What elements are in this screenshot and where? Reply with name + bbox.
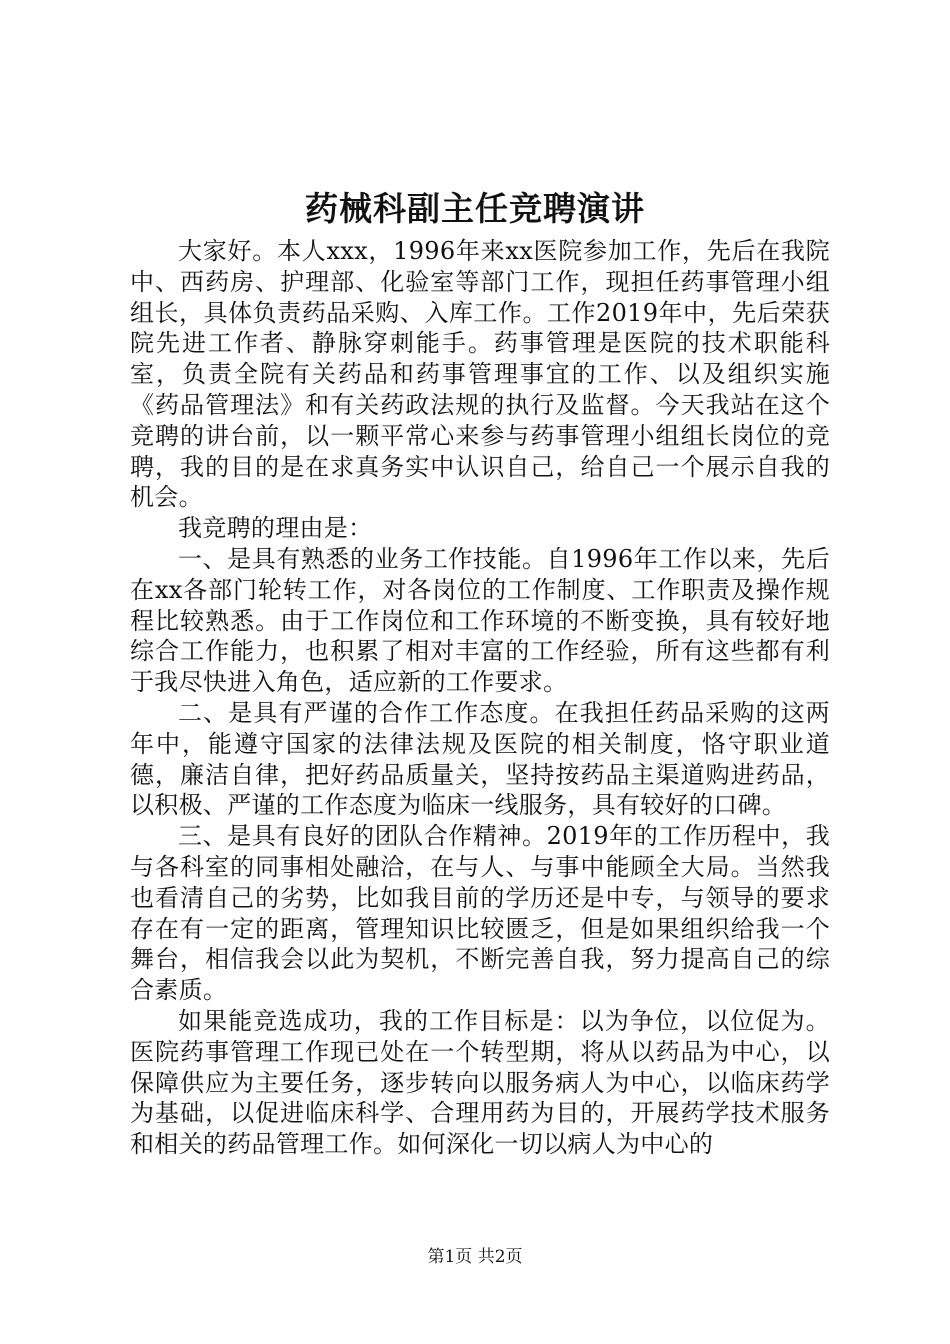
paragraph-reason-3: 三、是具有良好的团队合作精神。2019年的工作历程中，我与各科室的同事相处融洽，在与人、与事中能顾全大局。当然我也看清自己的劣势，比如我目前的学历还是中专，与领导的要求存在有一定的距离，管理知识比较匮乏，但是如果组织给我一个舞台，相信我会以此为契机，不断完善自我，努力提高自己的综合素质。 — [130, 822, 830, 1005]
paragraph-goals: 如果能竞选成功，我的工作目标是：以为争位，以位促为。医院药事管理工作现已处在一个转型期，将从以药品为中心，以保障供应为主要任务，逐步转向以服务病人为中心，以临床药学为基础，以促进临床科学、合理用药为目的，开展药学技术服务和相关的药品管理工作。如何深化一切以病人为中心的 — [130, 1006, 830, 1159]
page-number-footer: 第1页 共2页 — [427, 1247, 523, 1267]
document-title: 药械科副主任竞聘演讲 — [305, 189, 645, 228]
paragraph-reason-1: 一、是具有熟悉的业务工作技能。自1996年工作以来，先后在xx各部门轮转工作，对各岗位的工作制度、工作职责及操作规程比较熟悉。由于工作岗位和工作环境的不断变换，具有较好地综合工作能力，也积累了相对丰富的工作经验，所有这些都有利于我尽快进入角色，适应新的工作要求。 — [130, 544, 830, 697]
paragraph-reasons-heading: 我竞聘的理由是： — [178, 514, 373, 543]
document-body — [130, 236, 830, 1160]
paragraph-reason-2: 二、是具有严谨的合作工作态度。在我担任药品采购的这两年中，能遵守国家的法律法规及医院的相关制度，恪守职业道德，廉洁自律，把好药品质量关，坚持按药品主渠道购进药品，以积极、严谨的工作态度为临床一线服务，具有较好的口碑。 — [130, 698, 830, 820]
paragraph-intro: 大家好。本人xxx，1996年来xx医院参加工作，先后在我院中、西药房、护理部、化验室等部门工作，现担任药事管理小组组长，具体负责药品采购、入库工作。工作2019年中，先后荣获院先进工作者、静脉穿刺能手。药事管理是医院的技术职能科室，负责全院有关药品和药事管理事宜的工作、以及组织实施《药品管理法》和有关药政法规的执行及监督。今天我站在这个竞聘的讲台前，以一颗平常心来参与药事管理小组组长岗位的竞聘，我的目的是在求真务实中认识自己，给自己一个展示自我的机会。 — [130, 237, 830, 512]
